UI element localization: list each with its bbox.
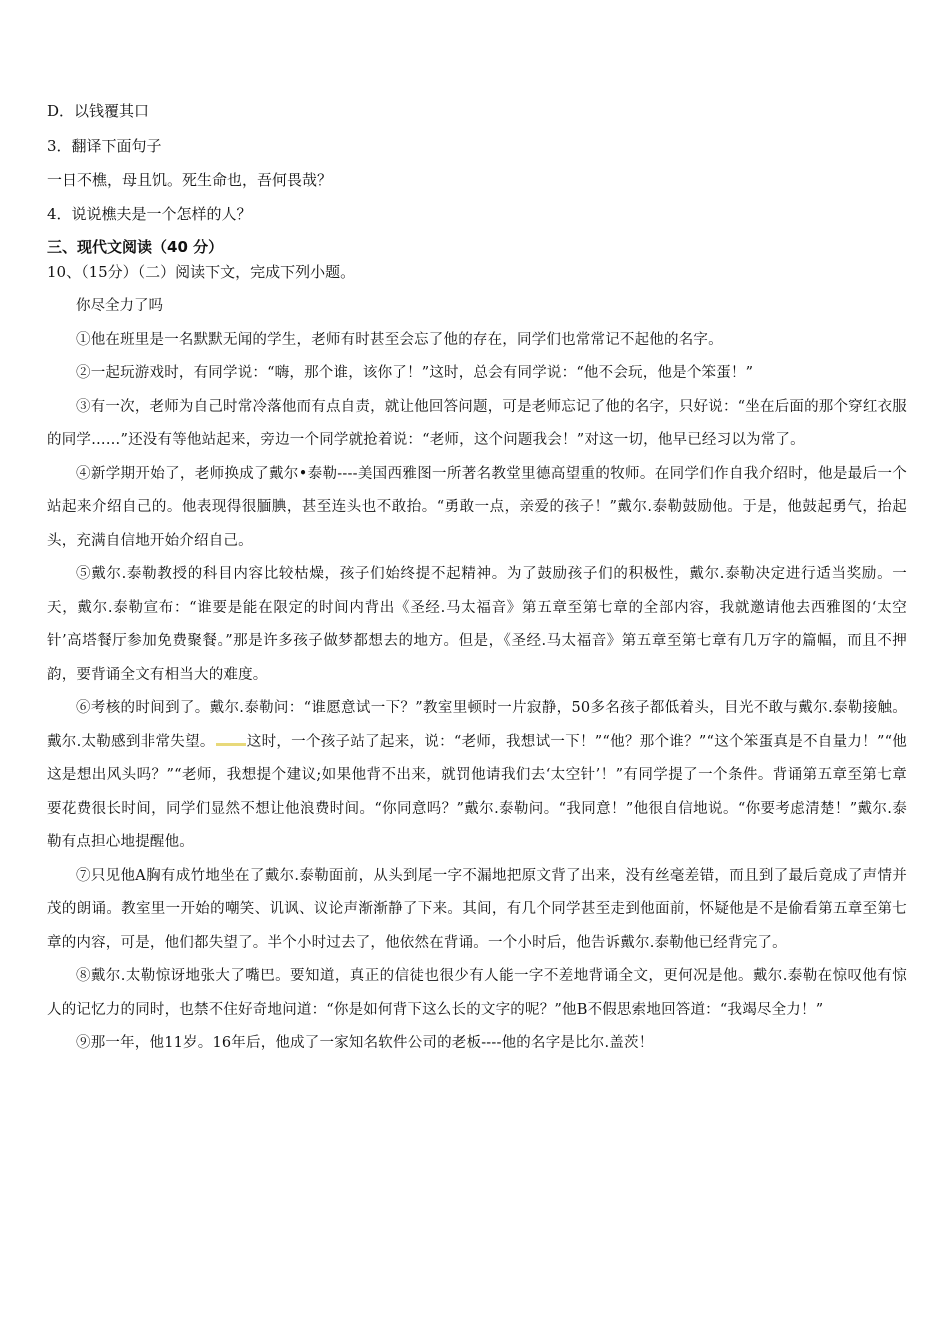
paragraph-2: ②一起玩游戏时，有同学说：“嗨，那个谁，该你了！”这时，总会有同学说：“他不会玩，他是个笨蛋！” — [76, 365, 754, 381]
paragraph-8: ⑧戴尔.太勒惊讶地张大了嘴巴。要知道，真正的信徒也很少有人能一字不差地背诵全文，更何况是他。戴尔.泰勒在惊叹他有惊人的记忆力的同时，也禁不住好奇地问道：“你是如何背下这么长的文字的呢？”他B不假思索地回答道：“我竭尽全力！” — [47, 968, 907, 1018]
paragraph-6 — [47, 692, 907, 860]
paragraph-6-part-b: 这时，一个孩子站了起来，说：“老师，我想试一下！”“他？那个谁？”“这个笨蛋真是不自量力！”“他这是想出风头吗？”“老师，我想提个建议;如果他背不出来，就罚他请我们去‘太空针’！”有同学提了一个条件。背诵第五章至第七章要花费很长时间，同学们显然不想让他浪费时间。“你同意吗？”戴尔.泰勒问。“我同意！”他很自信地说。“你要考虑清楚！”戴尔.泰勒有点担心地提醒他。 — [47, 733, 907, 850]
paragraph-5: ⑤戴尔.泰勒教授的科目内容比较枯燥，孩子们始终提不起精神。为了鼓励孩子们的积极性，戴尔.泰勒决定进行适当奖励。一天，戴尔.泰勒宣布：“谁要是能在限定的时间内背出《圣经.马太福音》第五章至第七章的全部内容，我就邀请他去西雅图的‘太空针’高塔餐厅参加免费聚餐。”那是许多孩子做梦都想去的地方。但是，《圣经.马太福音》第五章至第七章有几万字的篇幅，而且不押韵，要背诵全文有相当大的难度。 — [47, 566, 907, 683]
paragraph-4: ④新学期开始了，老师换成了戴尔•泰勒----美国西雅图一所著名教堂里德高望重的牧师。在同学们作自我介绍时，他是最后一个站起来介绍自己的。他表现得很腼腆，甚至连头也不敢抬。“勇敢一点，亲爱的孩子！”戴尔.泰勒鼓励他。于是，他鼓起勇气，抬起头，充满自信地开始介绍自己。 — [47, 465, 907, 549]
question-4: 4．说说樵夫是一个怎样的人？ — [47, 205, 252, 223]
section-heading: 三、现代文阅读（40 分） — [47, 238, 224, 256]
reading-passage — [47, 290, 907, 1061]
option-d: D．以钱覆其口 — [47, 102, 150, 120]
answer-blank — [216, 743, 246, 746]
paragraph-9: ⑨那一年，他11岁。16年后，他成了一家知名软件公司的老板----他的名字是比尔.盖茨！ — [76, 1035, 654, 1051]
paragraph-7: ⑦只见他A胸有成竹地坐在了戴尔.泰勒面前，从头到尾一字不漏地把原文背了出来，没有丝毫差错，而且到了最后竟成了声情并茂的朗诵。教室里一开始的嘲笑、讥讽、议论声渐渐静了下来。其间，有几个同学甚至走到他面前，怀疑他是不是偷看第五章至第七章的内容，可是，他们都失望了。半个小时过去了，他依然在背诵。一个小时后，他告诉戴尔.泰勒他已经背完了。 — [47, 867, 907, 951]
paragraph-3: ③有一次，老师为自己时常冷落他而有点自责，就让他回答问题，可是老师忘记了他的名字，只好说：“坐在后面的那个穿红衣服的同学……”还没有等他站起来，旁边一个同学就抢着说：“老师，这个问题我会！”对这一切，他早已经习以为常了。 — [47, 398, 907, 448]
question-10-instruction: 10、（15分）（二）阅读下文，完成下列小题。 — [47, 263, 356, 281]
paragraph-1: ①他在班里是一名默默无闻的学生，老师有时甚至会忘了他的存在，同学们也常常记不起他的名字。 — [76, 331, 723, 348]
paragraph-6-part-a: ⑥考核的时间到了。戴尔.泰勒问：“谁愿意试一下？”教室里顿时一片寂静，50多名孩子都低着头，目光不敢与戴尔.泰勒接触。戴尔.太勒感到非常失望。 — [47, 700, 907, 750]
sentence-to-translate: 一日不樵，母且饥。死生命也，吾何畏哉？ — [47, 171, 333, 189]
question-3: 3．翻译下面句子 — [47, 137, 162, 155]
passage-title: 你尽全力了吗 — [76, 298, 163, 314]
